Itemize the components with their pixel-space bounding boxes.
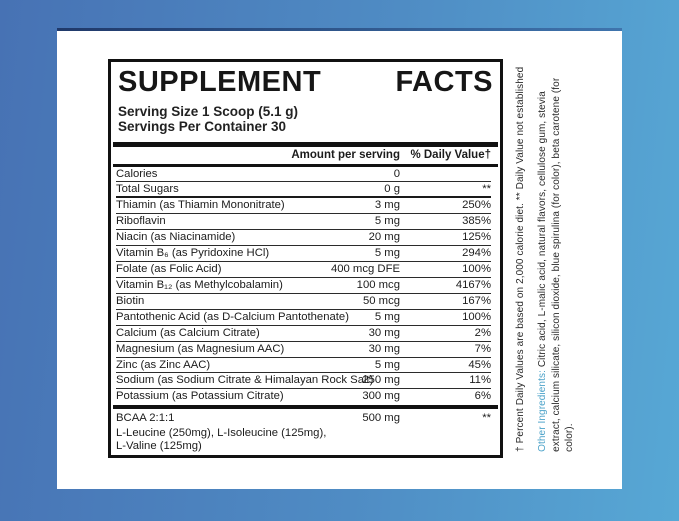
thick-divider-bcaa [113, 405, 498, 409]
table-row [116, 342, 491, 358]
nutrient-amount: 5 mg [374, 247, 400, 260]
table-row [116, 246, 491, 262]
table-row [116, 294, 491, 310]
table-row [116, 198, 491, 214]
label-card [57, 28, 622, 489]
nutrient-name: Calories [116, 167, 158, 180]
nutrient-name: Vitamin B₆ (as Pyridoxine HCl) [116, 247, 270, 260]
card-top-edge [57, 28, 622, 31]
nutrient-daily-value: 2% [474, 326, 491, 339]
nutrient-rows [116, 167, 491, 406]
nutrient-amount: 20 mg [368, 231, 400, 244]
nutrient-name: Niacin (as Niacinamide) [116, 231, 236, 244]
table-row [116, 310, 491, 326]
serving-size-line: Serving Size 1 Scoop (5.1 g) [118, 104, 299, 119]
nutrient-name: Biotin [116, 294, 145, 307]
table-row [116, 389, 491, 405]
nutrient-name: Magnesium (as Magnesium AAC) [116, 342, 285, 355]
table-row [116, 167, 491, 183]
bcaa-row [116, 411, 491, 427]
bcaa-amount: 500 mg [362, 411, 400, 424]
nutrient-daily-value: 45% [468, 358, 491, 371]
nutrient-daily-value: 100% [462, 263, 491, 276]
table-row [116, 326, 491, 342]
nutrient-daily-value: 125% [462, 231, 491, 244]
nutrient-daily-value: 385% [462, 215, 491, 228]
bcaa-detail-line-1: L-Leucine (250mg), L-Isoleucine (125mg), [116, 426, 327, 439]
table-header-row [116, 147, 491, 164]
servings-per-container-line: Servings Per Container 30 [118, 119, 287, 134]
nutrient-name: Pantothenic Acid (as D-Calcium Pantothenate) [116, 310, 349, 323]
nutrient-amount: 5 mg [374, 310, 400, 323]
nutrient-name: Vitamin B₁₂ (as Methylcobalamin) [116, 278, 283, 291]
nutrient-amount: 250 mg [362, 374, 400, 387]
daily-value-footnote: † Percent Daily Values are based on 2,000 calorie diet. ** Daily Value not established [515, 66, 527, 452]
table-row [116, 182, 491, 198]
table-row [116, 358, 491, 374]
nutrient-amount: 0 g [384, 183, 400, 196]
other-ingredients-note [536, 55, 577, 452]
nutrient-name: Folate (as Folic Acid) [116, 263, 222, 276]
nutrient-amount: 30 mg [368, 326, 400, 339]
table-row [116, 214, 491, 230]
nutrient-amount: 400 mcg DFE [330, 263, 400, 276]
nutrient-amount: 0 [393, 167, 400, 180]
other-ingredients-text: Citric acid, L-malic acid, natural flavors, cellulose gum, stevia extract, calcium silicate, silicon dioxide, blue spirulina (for color), beta carotene (for color). [537, 77, 576, 452]
nutrient-amount: 5 mg [374, 215, 400, 228]
panel-title [118, 68, 493, 96]
rotated-side-notes [514, 55, 577, 452]
nutrient-daily-value: 100% [462, 310, 491, 323]
daily-value-column-header: % Daily Value† [410, 149, 491, 161]
serving-info [118, 104, 493, 134]
nutrient-name: Calcium (as Calcium Citrate) [116, 326, 260, 339]
nutrient-amount: 50 mcg [362, 294, 400, 307]
bcaa-daily-value: ** [482, 411, 491, 424]
nutrient-name: Thiamin (as Thiamin Mononitrate) [116, 199, 285, 212]
nutrient-daily-value: 11% [469, 374, 491, 387]
nutrient-daily-value: 6% [474, 390, 491, 403]
table-row [116, 230, 491, 246]
nutrient-name: Zinc (as Zinc AAC) [116, 358, 211, 371]
nutrient-amount: 5 mg [374, 358, 400, 371]
nutrient-name: Sodium (as Sodium Citrate & Himalayan Rock Salt) [116, 374, 374, 387]
table-row [116, 373, 491, 389]
table-row [116, 262, 491, 278]
nutrient-daily-value: 294% [462, 247, 491, 260]
nutrient-amount: 100 mcg [356, 278, 400, 291]
bcaa-name: BCAA 2:1:1 [116, 411, 175, 424]
nutrient-amount: 30 mg [368, 342, 400, 355]
bcaa-detail-line-2: L-Valine (125mg) [116, 440, 202, 453]
title-word-facts: FACTS [395, 66, 493, 98]
amount-column-header: Amount per serving [291, 149, 400, 161]
nutrient-daily-value: 7% [474, 342, 491, 355]
nutrient-daily-value: ** [482, 183, 491, 196]
nutrient-daily-value: 167% [462, 294, 491, 307]
nutrient-name: Riboflavin [116, 215, 166, 228]
nutrient-amount: 3 mg [374, 199, 400, 212]
nutrient-name: Total Sugars [116, 183, 179, 196]
nutrient-daily-value: 4167% [455, 278, 491, 291]
title-word-supplement: SUPPLEMENT [118, 66, 322, 98]
nutrient-daily-value: 250% [462, 199, 491, 212]
nutrition-table [116, 147, 491, 164]
supplement-facts-panel [108, 59, 503, 458]
nutrient-name: Potassium (as Potassium Citrate) [116, 390, 284, 403]
nutrient-amount: 300 mg [362, 390, 400, 403]
other-ingredients-label: Other Ingredients: [537, 370, 549, 452]
table-row [116, 278, 491, 294]
